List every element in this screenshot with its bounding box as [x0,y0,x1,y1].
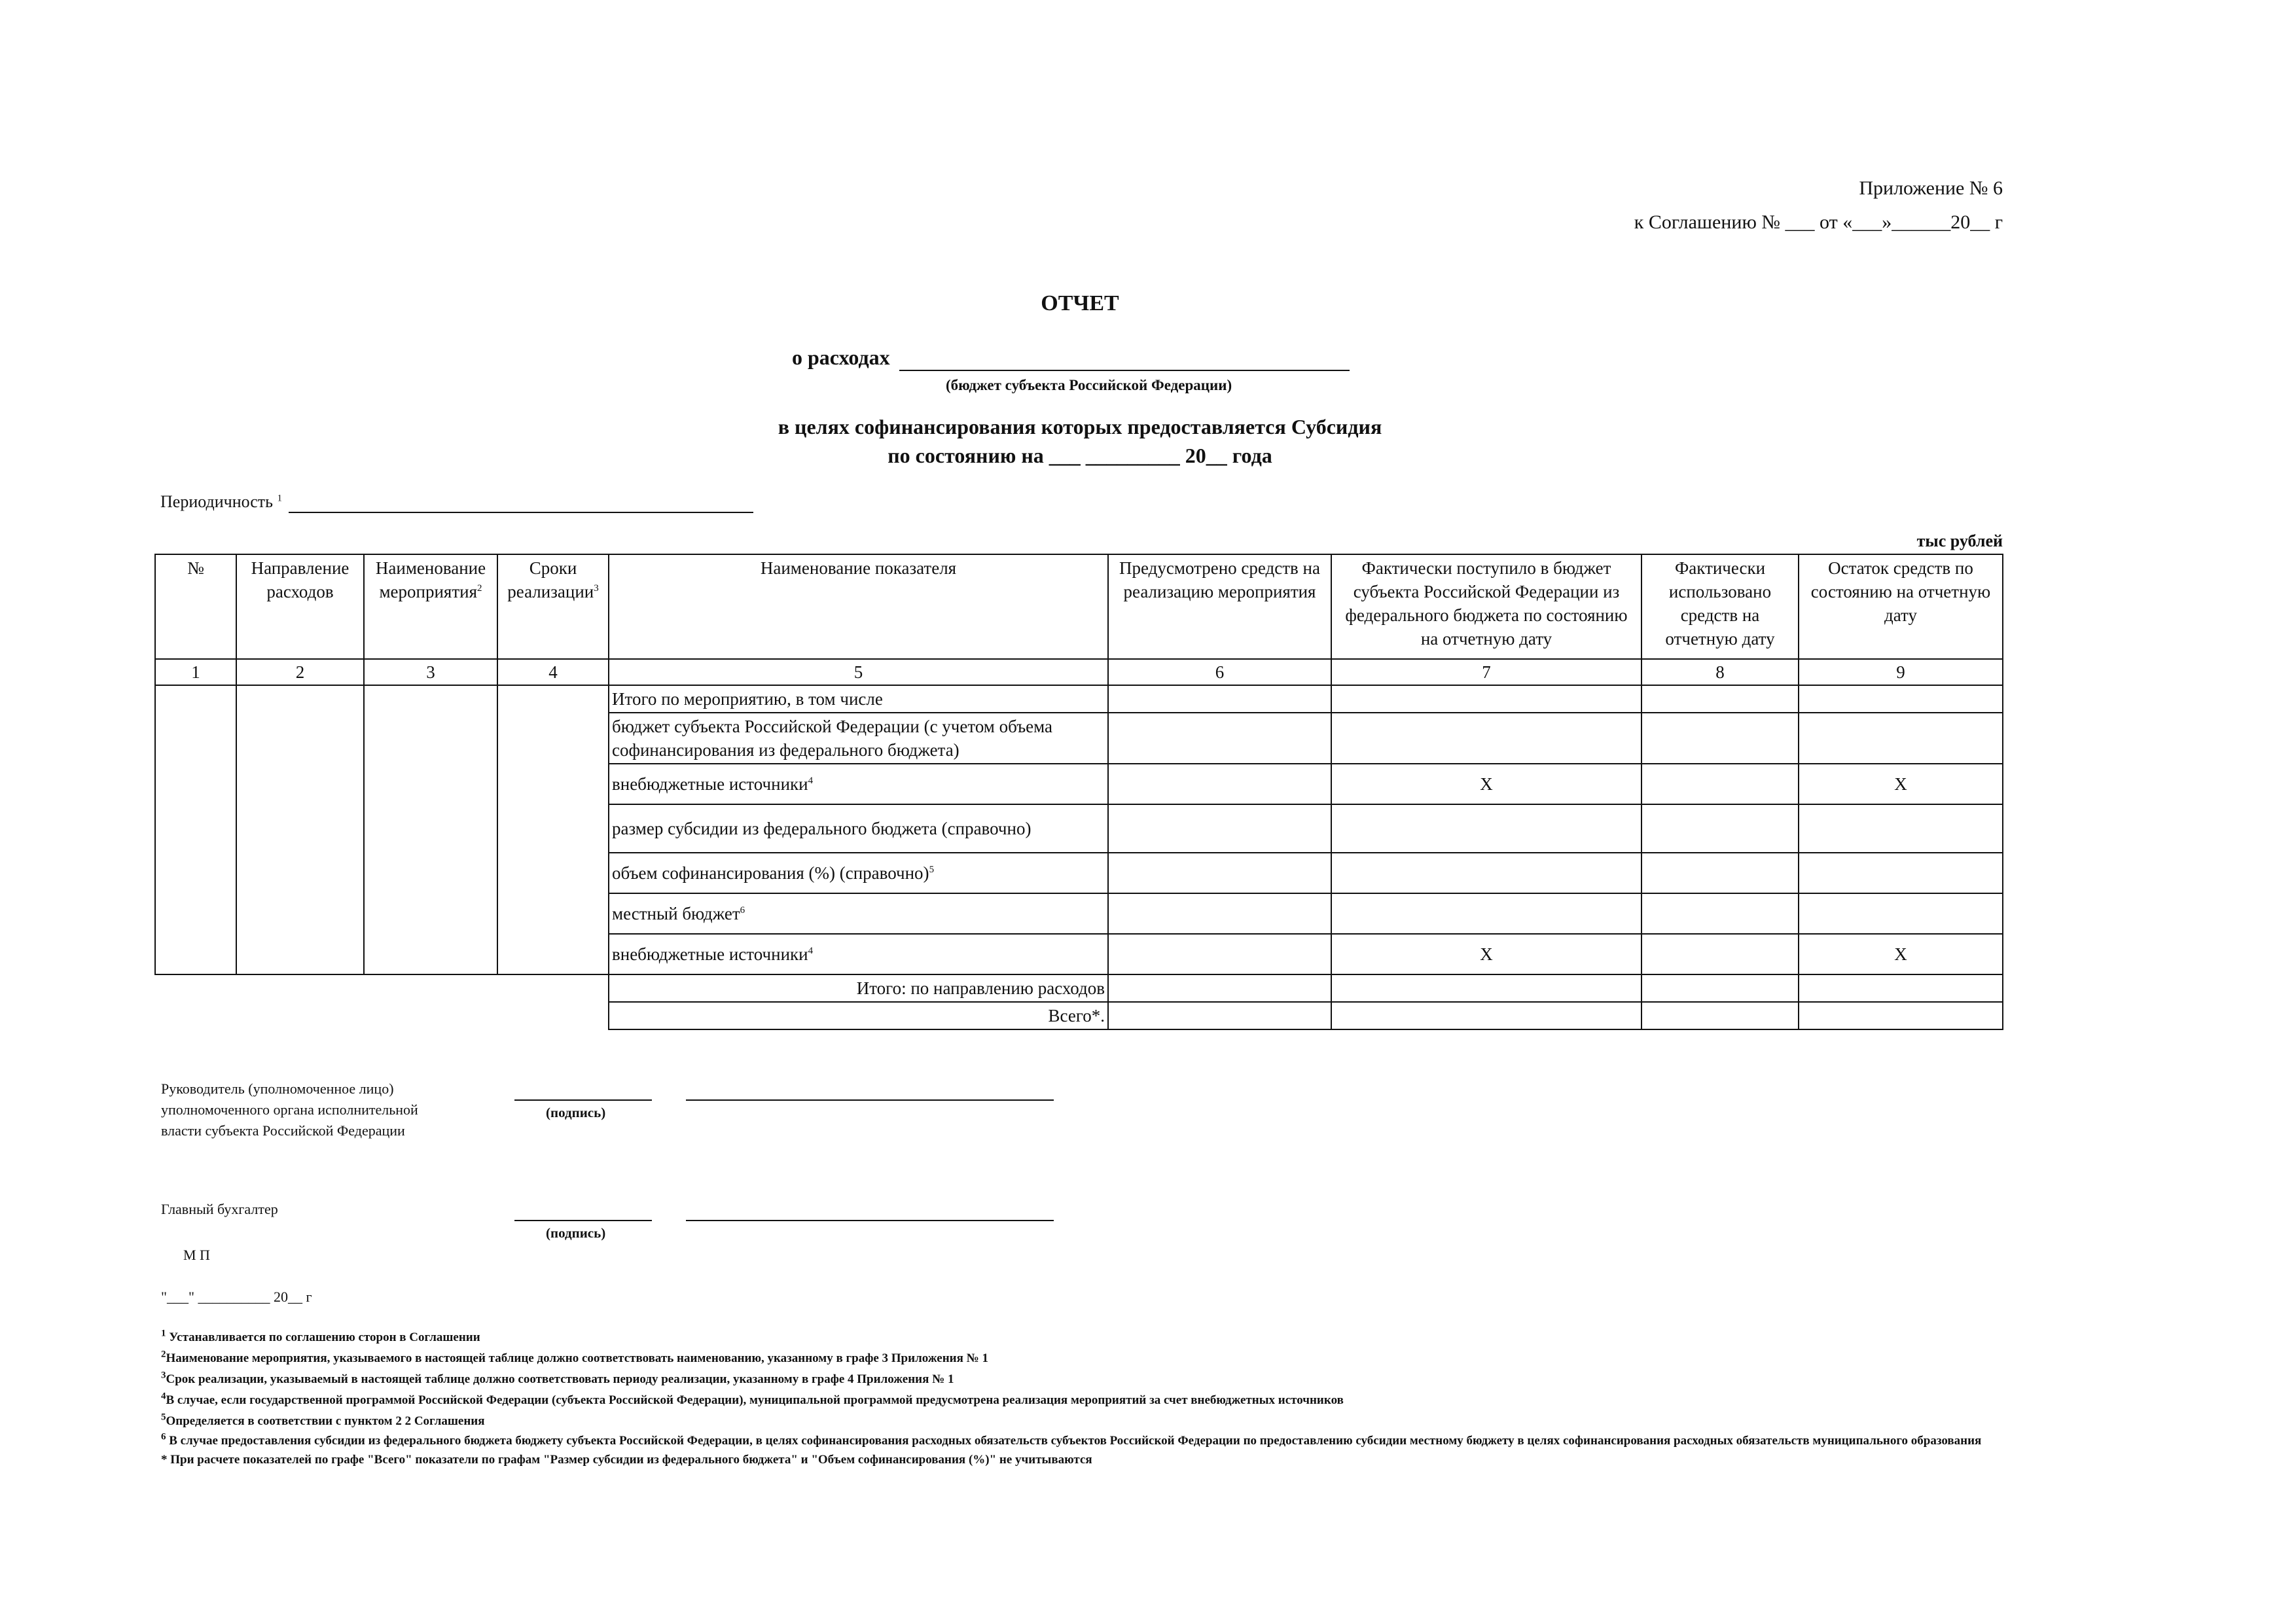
cell-period[interactable] [497,685,609,974]
indicator-label: размер субсидии из федерального бюджета (справочно) [609,804,1108,853]
value-cell[interactable] [1331,804,1641,853]
footnote: $^6$ В случае предоставления субсидии из федерального бюджета бюджету субъекта Российской Федерации, в целях софинансирования расходных обязательств субъектов Российской Федерации по предоставлению субсидии местному бюджету в целях софинансирования расходных обязательств муниципального образования [161,1431,1982,1448]
value-cell[interactable] [1641,853,1799,893]
accountant-signature-line[interactable] [514,1220,652,1221]
table-header-row [155,554,2003,659]
indicator-label: объем софинансирования (%) (справочно)$^5$ [609,853,1108,893]
value-cell[interactable] [1331,685,1641,713]
head-signatory: Руководитель (уполномоченное лицо) уполномоченного органа исполнительной власти субъекта Российской Федерации [161,1080,418,1139]
value-cell[interactable] [1108,685,1331,713]
accountant-label: Главный бухгалтер [161,1201,278,1217]
value-cell[interactable] [1641,713,1799,764]
signature-date[interactable]: "___" __________ 20__ г [161,1289,312,1305]
budget-name-field[interactable] [899,346,1350,371]
periodicity-label: Периодичность [160,492,274,511]
column-number: 7 [1331,659,1641,685]
agreement-reference: к Соглашению № ___ от «___»______20__ г [1634,211,2003,233]
value-cell[interactable] [1641,685,1799,713]
grand-total-value-cell[interactable] [1108,1002,1331,1029]
periodicity-field[interactable] [289,492,753,513]
value-cell[interactable] [1641,934,1799,974]
value-cell[interactable] [1108,934,1331,974]
footnotes [161,1327,2020,1471]
head-signature-line[interactable] [514,1099,652,1101]
report-date-line: по состоянию на ___ _________ 20__ года [888,444,1272,467]
footnote: $^1$ Устанавливается по соглашению сторон в Соглашении [161,1328,480,1344]
indicator-label: Итого по мероприятию, в том числе [609,685,1108,713]
footnote: $^4$В случае, если государственной программой Российской Федерации (субъекта Российской Федерации), муниципальной программой предусмотрена реализация мероприятий за счет внебюджетных источников [161,1391,1344,1407]
column-number: 9 [1799,659,2003,685]
head-name-line[interactable] [686,1099,1054,1101]
periodicity-footnote-ref: 1 [277,493,283,504]
purpose-line: в целях софинансирования которых предоставляется Субсидия [778,415,1382,438]
value-cell[interactable] [1331,893,1641,934]
footnote-star: * При расчете показателей по графе "Всего" показатели по графам "Размер субсидии из федерального бюджета" и "Объем софинансирования (%)" не учитываются [161,1453,1092,1467]
column-number: 4 [497,659,609,685]
periodicity-row [160,492,753,513]
value-cell[interactable] [1331,713,1641,764]
header-cell: Фактически использовано средств на отчетную дату [1641,554,1799,659]
column-number: 5 [609,659,1108,685]
seal-mark: М П [183,1247,210,1263]
indicator-label: местный бюджет$^6$ [609,893,1108,934]
value-cell[interactable] [1799,804,2003,853]
total-value-cell[interactable] [1799,974,2003,1002]
column-number: 1 [155,659,236,685]
cell-measure-name[interactable] [364,685,497,974]
header-cell: Направление расходов [236,554,364,659]
grand-total-value-cell[interactable] [1641,1002,1799,1029]
cell-direction[interactable] [236,685,364,974]
column-number: 8 [1641,659,1799,685]
value-cell[interactable]: X [1331,934,1641,974]
report-title: ОТЧЕТ [1041,291,1119,315]
footnote: $^5$Определяется в соответствии с пунктом 2 2 Соглашения [161,1412,485,1428]
value-cell[interactable] [1799,853,2003,893]
total-direction-label: Итого: по направлению расходов [609,974,1108,1002]
table-row [155,685,2003,713]
appendix-number: Приложение № 6 [1859,177,2003,199]
grand-total-value-cell[interactable] [1799,1002,2003,1029]
header-cell: № [155,554,236,659]
total-value-cell[interactable] [1108,974,1331,1002]
value-cell[interactable] [1641,804,1799,853]
header-cell: Фактически поступило в бюджет субъекта Российской Федерации из федерального бюджета по состоянию на отчетную дату [1331,554,1641,659]
report-table [154,554,2003,1030]
signature-caption: (подпись) [546,1105,606,1120]
grand-total-label: Всего*. [609,1002,1108,1029]
purpose-block [0,412,2160,470]
value-cell[interactable]: X [1799,764,2003,804]
appendix-header [1571,171,2003,240]
value-cell[interactable] [1108,893,1331,934]
indicator-label: внебюджетные источники$^4$ [609,764,1108,804]
column-number: 6 [1108,659,1331,685]
subtitle-note: (бюджет субъекта Российской Федерации) [946,377,1232,393]
value-cell[interactable] [1108,764,1331,804]
footnote: $^3$Срок реализации, указываемый в настоящей таблице должно соответствовать периоду реализации, указанному в графе 4 Приложения № 1 [161,1370,954,1386]
value-cell[interactable] [1108,853,1331,893]
indicator-label: внебюджетные источники$^4$ [609,934,1108,974]
subtitle-prefix: о расходах [792,346,890,369]
grand-total-value-cell[interactable] [1331,1002,1641,1029]
header-cell: Наименование мероприятия$^2$ [364,554,497,659]
total-value-cell[interactable] [1331,974,1641,1002]
value-cell[interactable] [1641,893,1799,934]
grand-total-row [155,1002,2003,1029]
indicator-label: бюджет субъекта Российской Федерации (с учетом объема софинансирования из федерального бюджета) [609,713,1108,764]
value-cell[interactable] [1799,685,2003,713]
value-cell[interactable]: X [1331,764,1641,804]
value-cell[interactable] [1331,853,1641,893]
value-cell[interactable] [1108,804,1331,853]
cell-number[interactable] [155,685,236,974]
header-cell: Предусмотрено средств на реализацию мероприятия [1108,554,1331,659]
signature-caption: (подпись) [546,1225,606,1241]
value-cell[interactable] [1641,764,1799,804]
column-number: 3 [364,659,497,685]
column-numbers-row [155,659,2003,685]
header-cell: Сроки реализации$^3$ [497,554,609,659]
value-cell[interactable] [1799,713,2003,764]
value-cell[interactable] [1799,893,2003,934]
header-cell: Остаток средств по состоянию на отчетную дату [1799,554,2003,659]
footnote: $^2$Наименование мероприятия, указываемого в настоящей таблице должно соответствовать наименованию, указанному в графе 3 Приложения № 1 [161,1349,988,1365]
value-cell[interactable]: X [1799,934,2003,974]
subtitle-row [792,346,1350,371]
value-cell[interactable] [1108,713,1331,764]
total-value-cell[interactable] [1641,974,1799,1002]
total-row [155,974,2003,1002]
header-cell: Наименование показателя [609,554,1108,659]
units-label: тыс рублей [1916,531,2003,550]
column-number: 2 [236,659,364,685]
accountant-name-line[interactable] [686,1220,1054,1221]
